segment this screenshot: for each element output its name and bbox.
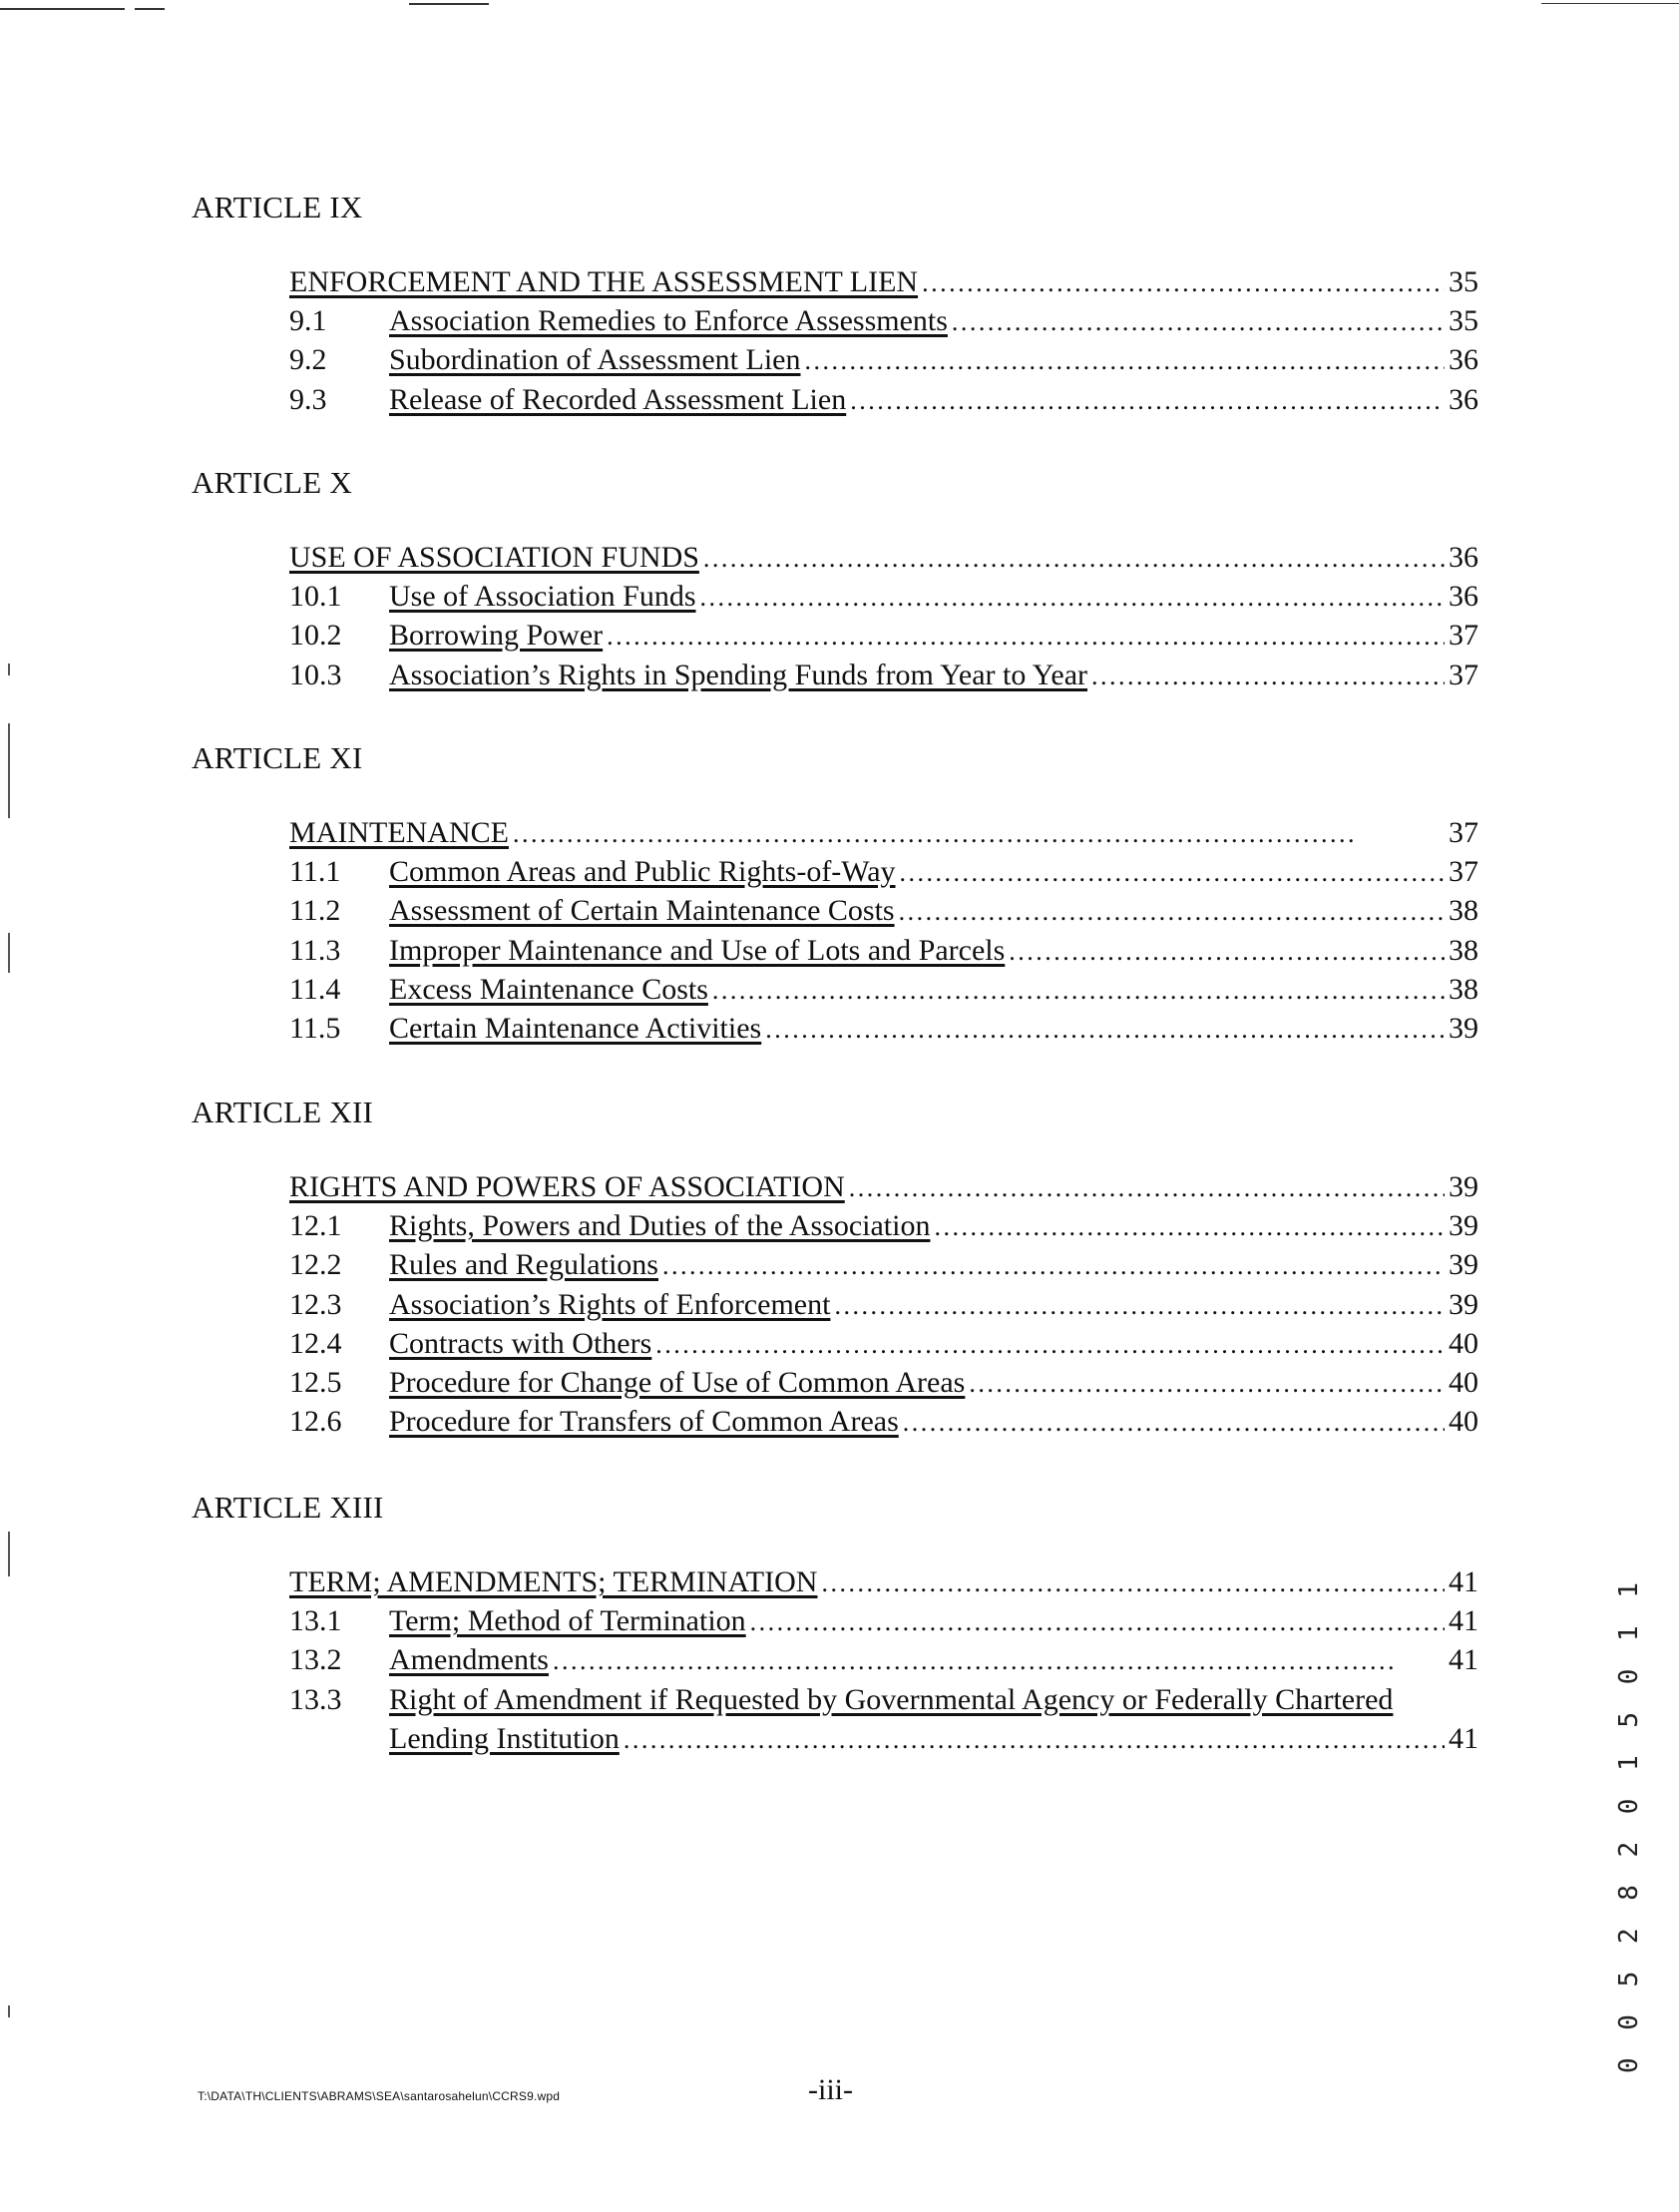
page-reference: 41 bbox=[1449, 1565, 1478, 1598]
section-number: 10.1 bbox=[289, 580, 342, 613]
section-title[interactable]: Improper Maintenance and Use of Lots and Parcels bbox=[389, 934, 1006, 967]
article-heading: ARTICLE X bbox=[192, 465, 352, 500]
page-reference: 41 bbox=[1449, 1604, 1478, 1637]
dot-leader bbox=[655, 1330, 1445, 1360]
dot-leader bbox=[703, 544, 1445, 574]
dot-leader bbox=[624, 1725, 1445, 1755]
section-number: 10.3 bbox=[289, 659, 342, 691]
section-title[interactable]: Assessment of Certain Maintenance Costs bbox=[389, 894, 895, 927]
page-reference: 41 bbox=[1449, 1643, 1478, 1676]
section-title[interactable]: MAINTENANCE bbox=[289, 816, 509, 849]
toc-article-entry[interactable] bbox=[289, 541, 1478, 579]
section-title[interactable]: Procedure for Change of Use of Common Areas bbox=[389, 1366, 966, 1399]
section-number: 11.1 bbox=[289, 855, 341, 888]
section-title[interactable]: Rules and Regulations bbox=[389, 1248, 658, 1281]
dot-leader bbox=[899, 897, 1445, 927]
page-reference: 36 bbox=[1449, 343, 1478, 376]
section-title[interactable]: Procedure for Transfers of Common Areas bbox=[389, 1405, 899, 1438]
section-number: 9.1 bbox=[289, 304, 327, 337]
dot-leader bbox=[750, 1607, 1445, 1637]
section-title[interactable]: Use of Association Funds bbox=[389, 580, 696, 613]
toc-section-entry[interactable] bbox=[289, 383, 1478, 421]
dot-leader bbox=[850, 386, 1445, 416]
dot-leader bbox=[607, 622, 1445, 652]
footer-file-path: T:\DATA\TH\CLIENTS\ABRAMS\SEA\santarosahelun\CCRS9.wpd bbox=[198, 2089, 561, 2103]
toc-section-entry[interactable] bbox=[289, 855, 1478, 893]
toc-article-entry[interactable] bbox=[289, 265, 1478, 303]
section-number: 13.1 bbox=[289, 1604, 342, 1637]
toc-section-entry[interactable] bbox=[289, 1012, 1478, 1050]
section-title[interactable]: Certain Maintenance Activities bbox=[389, 1012, 762, 1045]
page-reference: 38 bbox=[1449, 934, 1478, 967]
toc-article-entry[interactable] bbox=[289, 816, 1478, 854]
article-heading: ARTICLE XIII bbox=[192, 1490, 384, 1525]
dot-leader bbox=[922, 268, 1445, 298]
dot-leader bbox=[765, 1015, 1445, 1045]
side-document-stamp: 0 0 5 2 8 2 0 1 5 0 1 1 bbox=[1614, 1576, 1644, 2074]
section-number: 11.4 bbox=[289, 973, 341, 1006]
section-title[interactable]: USE OF ASSOCIATION FUNDS bbox=[289, 541, 699, 574]
section-number: 9.3 bbox=[289, 383, 327, 416]
page-reference: 35 bbox=[1449, 304, 1478, 337]
toc-section-entry[interactable] bbox=[289, 1248, 1478, 1286]
article-heading: ARTICLE IX bbox=[192, 190, 363, 224]
section-number: 12.3 bbox=[289, 1288, 342, 1321]
section-number: 12.1 bbox=[289, 1209, 342, 1242]
toc-section-entry[interactable] bbox=[289, 619, 1478, 657]
section-title[interactable]: Borrowing Power bbox=[389, 619, 604, 652]
section-title[interactable]: Association Remedies to Enforce Assessments bbox=[389, 304, 948, 337]
toc-section-entry[interactable] bbox=[289, 1366, 1478, 1404]
toc-section-entry[interactable] bbox=[289, 1643, 1478, 1681]
section-number: 11.2 bbox=[289, 894, 341, 927]
section-number: 13.2 bbox=[289, 1643, 342, 1676]
toc-article-entry[interactable] bbox=[289, 1170, 1478, 1208]
page-reference: 37 bbox=[1449, 619, 1478, 652]
toc-article-entry[interactable] bbox=[289, 1565, 1478, 1603]
toc-section-entry[interactable] bbox=[289, 1604, 1478, 1642]
toc-section-entry[interactable] bbox=[289, 934, 1478, 972]
toc-section-entry[interactable] bbox=[289, 1683, 1478, 1721]
section-title[interactable]: RIGHTS AND POWERS OF ASSOCIATION bbox=[289, 1170, 845, 1203]
toc-section-entry[interactable] bbox=[289, 894, 1478, 932]
page-reference: 39 bbox=[1449, 1248, 1478, 1281]
page-reference: 39 bbox=[1449, 1012, 1478, 1045]
section-title[interactable]: Term; Method of Termination bbox=[389, 1604, 746, 1637]
page-reference: 36 bbox=[1449, 580, 1478, 613]
section-title[interactable]: Association’s Rights in Spending Funds from Year to Year bbox=[389, 659, 1088, 691]
section-title[interactable]: Rights, Powers and Duties of the Association bbox=[389, 1209, 931, 1242]
page-reference: 36 bbox=[1449, 383, 1478, 416]
dot-leader bbox=[821, 1568, 1445, 1598]
toc-section-entry[interactable] bbox=[289, 659, 1478, 696]
page-reference: 38 bbox=[1449, 894, 1478, 927]
toc-section-entry[interactable] bbox=[289, 1209, 1478, 1247]
dot-leader bbox=[934, 1212, 1445, 1242]
section-number: 11.3 bbox=[289, 934, 341, 967]
section-title[interactable]: Contracts with Others bbox=[389, 1327, 652, 1360]
section-title[interactable]: Lending Institution bbox=[389, 1722, 620, 1755]
page-reference: 36 bbox=[1449, 541, 1478, 574]
section-title[interactable]: Release of Recorded Assessment Lien bbox=[389, 383, 847, 416]
dot-leader bbox=[849, 1173, 1445, 1203]
page-reference: 37 bbox=[1449, 659, 1478, 691]
section-title[interactable]: Common Areas and Public Rights-of-Way bbox=[389, 855, 896, 888]
dot-leader bbox=[700, 583, 1446, 613]
section-title[interactable]: Right of Amendment if Requested by Governmental Agency or Federally Chartered bbox=[389, 1683, 1394, 1716]
section-number: 13.3 bbox=[289, 1683, 342, 1716]
article-heading: ARTICLE XI bbox=[192, 740, 363, 775]
dot-leader bbox=[513, 819, 1445, 849]
toc-section-entry[interactable] bbox=[289, 343, 1478, 381]
dot-leader bbox=[834, 1291, 1445, 1321]
page-reference: 37 bbox=[1449, 816, 1478, 849]
dot-leader bbox=[553, 1646, 1445, 1676]
section-number: 10.2 bbox=[289, 619, 342, 652]
toc-section-continuation[interactable] bbox=[389, 1722, 1478, 1760]
section-number: 9.2 bbox=[289, 343, 327, 376]
section-title[interactable]: ENFORCEMENT AND THE ASSESSMENT LIEN bbox=[289, 265, 919, 298]
dot-leader bbox=[712, 976, 1445, 1006]
section-number: 11.5 bbox=[289, 1012, 341, 1045]
dot-leader bbox=[804, 346, 1445, 376]
dot-leader bbox=[903, 1408, 1445, 1438]
toc-section-entry[interactable] bbox=[289, 1327, 1478, 1365]
dot-leader bbox=[1009, 937, 1445, 967]
toc-section-entry[interactable] bbox=[289, 973, 1478, 1011]
section-number: 12.2 bbox=[289, 1248, 342, 1281]
dot-leader bbox=[1091, 662, 1445, 691]
page-reference: 35 bbox=[1449, 265, 1478, 298]
section-number: 12.6 bbox=[289, 1405, 342, 1438]
toc-section-entry[interactable] bbox=[289, 1405, 1478, 1443]
section-number: 12.4 bbox=[289, 1327, 342, 1360]
section-title[interactable]: Excess Maintenance Costs bbox=[389, 973, 708, 1006]
page-reference: 40 bbox=[1449, 1405, 1478, 1438]
toc-section-entry[interactable] bbox=[289, 304, 1478, 342]
dot-leader bbox=[969, 1369, 1445, 1399]
page-reference: 40 bbox=[1449, 1366, 1478, 1399]
article-heading: ARTICLE XII bbox=[192, 1095, 373, 1129]
dot-leader bbox=[900, 858, 1445, 888]
section-number: 12.5 bbox=[289, 1366, 342, 1399]
toc-section-entry[interactable] bbox=[289, 580, 1478, 618]
dot-leader bbox=[952, 307, 1445, 337]
section-title[interactable]: Amendments bbox=[389, 1643, 549, 1676]
section-title[interactable]: TERM; AMENDMENTS; TERMINATION bbox=[289, 1565, 818, 1598]
section-title[interactable]: Subordination of Assessment Lien bbox=[389, 343, 801, 376]
section-title[interactable]: Association’s Rights of Enforcement bbox=[389, 1288, 831, 1321]
toc-section-entry[interactable] bbox=[289, 1288, 1478, 1326]
footer-page-number: -iii- bbox=[808, 2073, 853, 2106]
page-reference: 39 bbox=[1449, 1288, 1478, 1321]
page-reference: 38 bbox=[1449, 973, 1478, 1006]
page-reference: 39 bbox=[1449, 1209, 1478, 1242]
page-reference: 41 bbox=[1449, 1722, 1478, 1755]
page-reference: 39 bbox=[1449, 1170, 1478, 1203]
dot-leader bbox=[662, 1251, 1445, 1281]
page-reference: 37 bbox=[1449, 855, 1478, 888]
page-reference: 40 bbox=[1449, 1327, 1478, 1360]
